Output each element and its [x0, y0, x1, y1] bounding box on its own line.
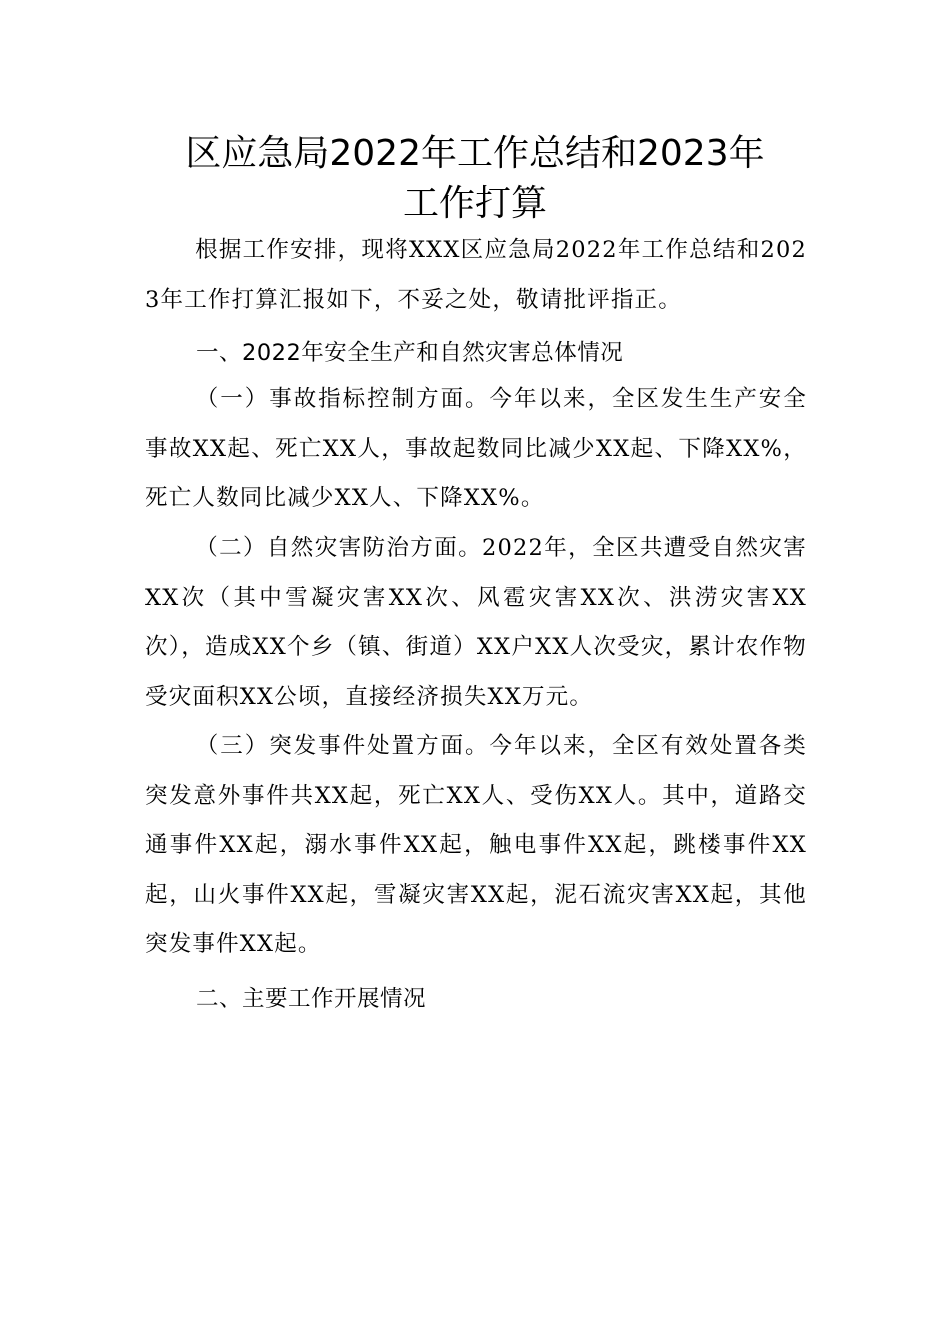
- section1-sub1-paragraph: [145, 375, 807, 524]
- section1-sub3-text: （三）突发事件处置方面。今年以来，全区有效处置各类突发意外事件共XX起，死亡XX人、受伤XX人。其中，道路交通事件XX起，溺水事件XX起，触电事件XX起，跳楼事件XX起，山火事件XX起，雪凝灾害XX起，泥石流灾害XX起，其他突发事件XX起。: [145, 733, 807, 957]
- intro-paragraph: [145, 226, 807, 325]
- document-title-line2: 工作打算: [402, 183, 547, 224]
- section1-sub2-text: （二）自然灾害防治方面。2022年，全区共遭受自然灾害XX次（其中雪凝灾害XX次、风雹灾害XX次、洪涝灾害XX次），造成XX个乡（镇、街道）XX户XX人次受灾，累计农作物受灾面积XX公顷，直接经济损失XX万元。: [145, 535, 807, 710]
- intro-text: 根据工作安排，现将XXX区应急局2022年工作总结和2023年工作打算汇报如下，不妥之处，敬请批评指正。: [145, 237, 807, 313]
- document-title-line1: 区应急局2022年工作总结和2023年: [185, 133, 765, 174]
- section1-sub3-paragraph: [145, 722, 807, 970]
- section2-heading: 二、主要工作开展情况: [196, 986, 427, 1012]
- section1-heading: 一、2022年安全生产和自然灾害总体情况: [196, 340, 624, 366]
- section1-sub1-text: （一）事故指标控制方面。今年以来，全区发生生产安全事故XX起、死亡XX人，事故起数同比减少XX起、下降XX%，死亡人数同比减少XX人、下降XX%。: [145, 386, 807, 511]
- section1-sub2-paragraph: [145, 524, 807, 722]
